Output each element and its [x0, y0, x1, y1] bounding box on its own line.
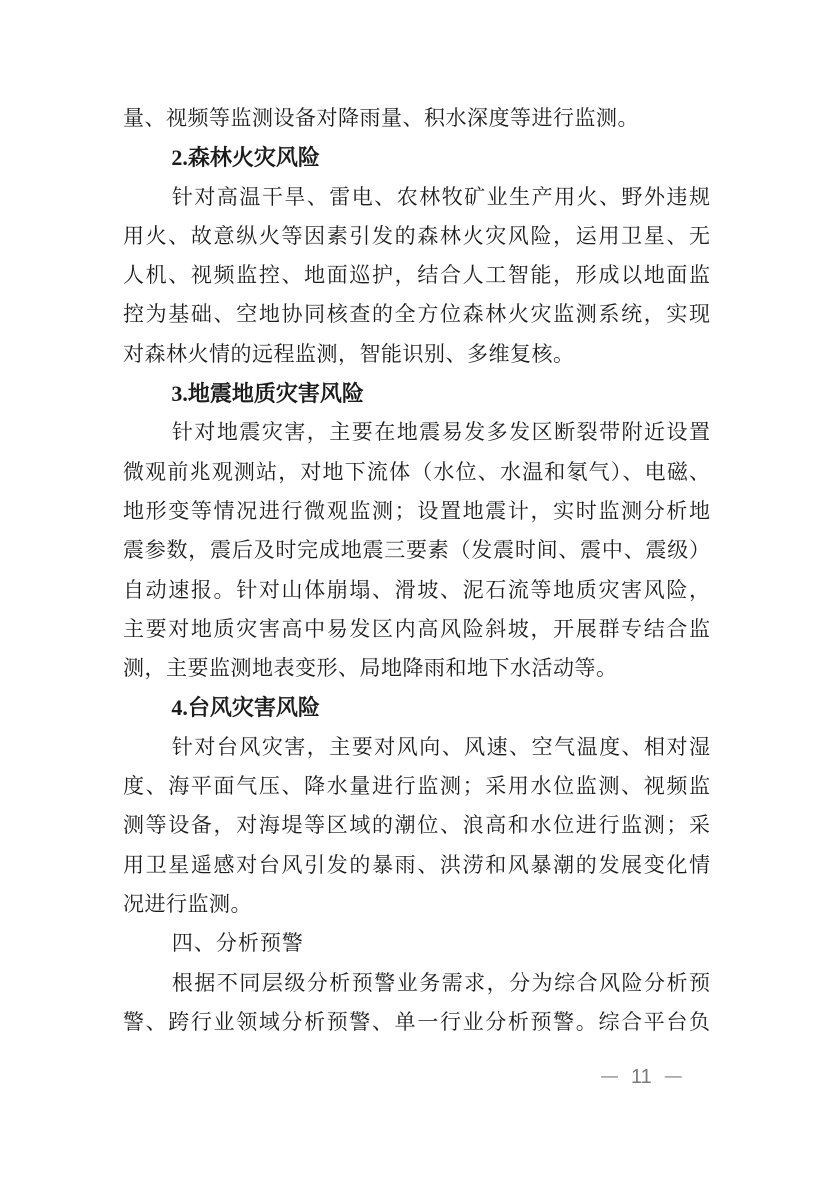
text-line: 测，主要监测地表变形、局地降雨和地下水活动等。 — [123, 656, 618, 681]
text-line: 况进行监测。 — [123, 891, 252, 916]
text-line: 自动速报。针对山体崩塌、滑坡、泥石流等地质灾害风险， — [123, 577, 710, 602]
text-line: 对森林火情的远程监测，智能识别、多维复核。 — [123, 341, 575, 366]
section-heading: 2.森林火灾风险 — [171, 145, 320, 171]
text-line: 用卫星遥感对台风引发的暴雨、洪涝和风暴潮的发展变化情 — [123, 852, 710, 877]
text-line: 测等设备，对海堤等区域的潮位、浪高和水位进行监测；采 — [123, 813, 710, 838]
text-line: 针对台风灾害，主要对风向、风速、空气温度、相对湿 — [171, 734, 710, 759]
text-line: 微观前兆观测站，对地下流体（水位、水温和氡气）、电磁、 — [123, 459, 710, 484]
text-line: 警、跨行业领域分析预警、单一行业分析预警。综合平台负 — [123, 1009, 710, 1034]
section-heading: 四、分析预警 — [171, 931, 304, 956]
text-line: 度、海平面气压、降水量进行监测；采用水位监测、视频监 — [123, 774, 710, 799]
footer-dash-right: — — [664, 1066, 682, 1085]
text-line: 量、视频等监测设备对降雨量、积水深度等进行监测。 — [123, 106, 639, 130]
footer-dash-left: — — [601, 1066, 618, 1085]
text-line: 针对地震灾害，主要在地震易发多发区断裂带附近设置 — [171, 420, 710, 445]
section-heading: 4.台风灾害风险 — [171, 695, 320, 721]
text-line: 主要对地质灾害高中易发区内高风险斜坡，开展群专结合监 — [123, 616, 710, 641]
text-line: 用火、故意纵火等因素引发的森林火灾风险，运用卫星、无 — [123, 223, 710, 248]
text-line: 震参数，震后及时完成地震三要素（发震时间、震中、震级） — [123, 538, 710, 563]
text-line: 根据不同层级分析预警业务需求，分为综合风险分析预 — [171, 970, 710, 995]
text-line: 人机、视频监控、地面巡护，结合人工智能，形成以地面监 — [123, 263, 710, 288]
page-number: 11 — [631, 1066, 652, 1088]
document-body — [123, 99, 710, 1042]
page-footer — [601, 1063, 682, 1091]
text-line: 针对高温干旱、雷电、农林牧矿业生产用火、野外违规 — [171, 184, 710, 209]
text-line: 控为基础、空地协同核查的全方位森林火灾监测系统，实现 — [123, 302, 710, 327]
text-line: 地形变等情况进行微观监测；设置地震计，实时监测分析地 — [123, 498, 710, 523]
section-heading: 3.地震地质灾害风险 — [171, 381, 364, 407]
